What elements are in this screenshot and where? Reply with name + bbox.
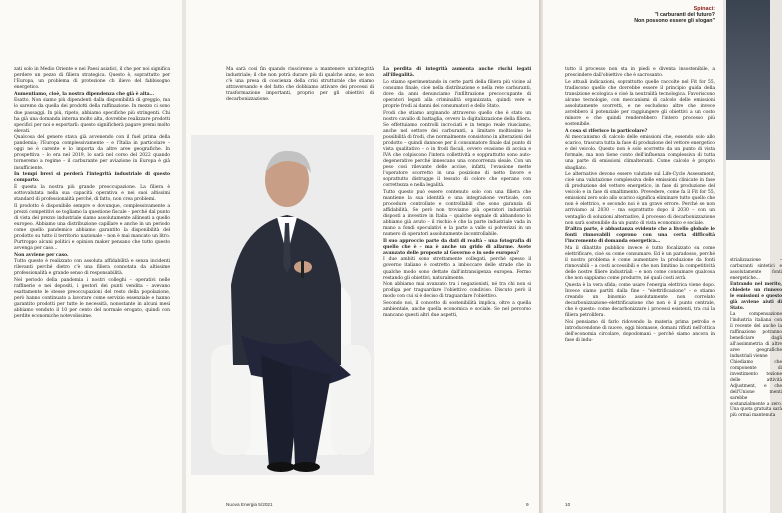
paragraph: La compensazione l'industria italiana con il recente del anche la raffinazione potranno beneficiare dagli all'assimmetria di altre aree geografiche industriali vienne — [730, 312, 782, 359]
paragraph: Le attuali indicazioni, soprattutto quelle raccolte nel Fit for 55, tradiscono quello che dovrebbe essere il principio guida della transizione ecologica e cioè la neutralità tecnologica. Favoriscono alcune tecnologie, con meccanismi di calcolo delle emissioni assolutamente scorretti, e ne escludono altre che invece avrebbero il potenziale per raggiungere gli obiettivi a un costo minore e che quindi renderebbero l'intero processo più sostenibile. — [565, 79, 715, 128]
page-9 — [186, 0, 539, 513]
question-heading: Il suo approccio parte da dati di realtà – una fotografia di quello che è – ma è anche un grido di allarme. Avete avanzato delle proposte al Governo e in sede europea? — [383, 238, 531, 256]
paragraph: Ma sarà così fin quando riusciremo a mantenere un'integrità industriale; il che non potrà durare più di qualche anno, se non c'è una presa di coscienza della crisi strutturale che stiamo attraversando e del fatto che dobbiamo attivare dei processi di trasformazione importanti, proprio per gli obiettivi di decarbonizzazione. — [226, 67, 374, 103]
page-number-9: 9 — [526, 502, 529, 507]
paragraph: Frodi che stiamo arginando attraverso quello che è stato un nostro cavallo di battaglia, ovvero la digitalizzazione della filiera. Se effettuiamo controlli incrociati e in tempo reale riusciamo, anche nel settore dei carburanti, a limitare moltissimo le possibilità di frodi, che normalmente consistono in alterazioni del prodotto – quindi dannose per il consumatore finale dal punto di vista qualitativo – o in frodi fiscali, ovvero evasione di accisa e IVA che colpiscono l'intera collettività e sopprattutto sono auto-degenerative perché innescano una concorrenza sleale. Con un peso così rilevante delle accise, infatti, l'evasione mette l'operatore scorretto in una posizione di netto favore e soprattutto distrugge il tessuto di coloro che operano con correttezza e nella legalità. — [383, 110, 531, 189]
left-page-edge — [0, 0, 182, 513]
paragraph: Questa è la vera sfida; come usare l'energia elettrica viene dopo. Invece siamo partiti dalla fine – "elettrificazione" – e stiamo creando un binomio assolutamente non correlato decarbonizzazione–elettrificazione che non è il punto centrale, che è questo: come decarbonizzare i processi esistenti, tra cui la filiera petrolifera. — [565, 282, 715, 319]
header-subtitle-2: Non possono essere gli slogan" — [634, 18, 715, 24]
question-heading: D'altra parte, è abbastanza evidente che a livello globale le fonti rinnovabili coprono con una certa difficoltà l'incremento di domanda energetica... — [565, 227, 715, 245]
paragraph: Esatto. Non siamo più dipendenti dalla disponibilità di greggio, ma lo saremo da quella dei prodotti della raffinazione. In mezzo ci sono due passaggi. In più, ripeto, abbiamo specifiche più stringenti. Chi ha già una domanda interna molto alta, dovrebbe realizzare prodotti specifici per noi e esportarli: questo significherà pagare premi molto elevati. — [14, 98, 170, 134]
paragraph: È questa la nostra più grande preoccupazione. La filiera è sottovalutata nella sua capacità operativa e nei suoi altissimi standard di professionalità perché, di fatto, non crea problemi. — [14, 184, 170, 202]
page-10 — [543, 0, 723, 513]
text-column-b — [383, 67, 531, 320]
portrait-illustration — [191, 135, 374, 475]
paragraph: Qualcosa del genere stava già avvenendo con il fuel prima della pandemia; l'Europa complessivamente – e l'Italia in particolare – oggi ne è carente e lo importa da altre aree geografiche. In prospettiva – lo era nel 2019, lo sarà nel corso del 2022 quando torneremo a regime – il carburante per aviazione in Europa è già insufficiente. — [14, 135, 170, 171]
text-column-a — [226, 67, 374, 104]
paragraph: Il prodotto è disponibile sempre e dovunque, complessivamente a prezzi competitivi se togliamo la questione fiscale – perché dal punto di vista del prezzo industriale siamo assolutamente allineati a quello europeo. Abbiamo una distribuzione capillare e anche in un periodo come quello pandemico abbiamo garantito la disponibilità del prodotto su tutto il territorio nazionale – non è mai mancato un litro. Purtroppo alcuni politici e opinion maker pensano che tutto questo avvenga per caso... — [14, 203, 170, 251]
text-column-c — [565, 67, 715, 344]
header-title: Spinaci: — [693, 6, 715, 12]
article-header — [634, 6, 715, 24]
paragraph: Tutto questo può essere contenuto solo con una filiera che mantiene la sua identità e una integrazione verticale, con procedure controllate e controllabili che sono garanzia di affidabilità. Se però non troviamo più operatori industriali disposti a investire in Italia – qualche segnale di abbandono lo abbiamo già avuto – il rischio è che la parte industriale vada in mano a fondi speculativi e la parte a valle si polverizzi in un numero di operatori assolutamente incontrollabile. — [383, 189, 531, 238]
portrait-photo — [191, 135, 374, 475]
paragraph: Secondo noi, il concetto di sostenibilità implica, oltre a quella ambientale, anche quella economica e sociale. Se nel percorso mancano questi altri due aspetti, — [383, 300, 531, 319]
paragraph: tutto il processo non sta in piedi e diventa insostenibile, a prescindere dall'obiettivo che è sacrosanto. — [565, 67, 715, 79]
question-heading: Aumentiamo, cioè, la nostra dipendenza che già è alta... — [14, 91, 155, 97]
paragraph: Tutto questo è realizzato con assoluta affidabilità e senza incidenti rilevanti perché dietro c'è una filiera connotata da altissime professionalità e grande senso di responsabilità. — [14, 259, 170, 277]
text-column-far — [730, 258, 782, 420]
paragraph: Nel periodo della pandemia i nostri colleghi – operativi nelle raffinerie e nei depositi, i gestori dei punti vendita – avevano esattamente le stesse preoccupazioni del resto della popolazione, però hanno continuato a lavorare come servizio essenziale e hanno garantito prodotti per tutte le necessità, nonostante in alcuni mesi abbiamo venduto il 10 per cento del normale erogato, quindi con perdite economiche notevolissime. — [14, 277, 170, 320]
question-heading: A cosa si riferisce in particolare? — [565, 128, 648, 134]
paragraph: strializzazione – carburanti sintetici e assolutamente fonti energetiche... — [730, 258, 782, 281]
paragraph: I due ambiti sono strettamente collegati, perché spesso il governo italiano è costretto a imboccare delle strade che in qualche modo sono dettate dall'intransigenza europea. Fermo restando gli obiettivi, naturalmente. — [383, 257, 531, 281]
paragraph: Al meccanismo di calcolo delle emissioni che, essendo solo allo scarico, trascura tutta la fase di produzione del vettore energetico e del veicolo. Questo non è solo scorretto da un punto di vista formale, ma non tiene conto dell'influenza complessiva di tutta una parte di emissioni climalteranti. Come calcolo è proprio sbagliato. — [565, 135, 715, 171]
paragraph: Ma il dibattito pubblico invece è tutto focalizzato su come elettrificare, cioè su come consumare. Ed è un paradosso, perché il nostro problema è come aumentare la produzione da fonti rinnovabili – a costi accessibili e che non limitino la competitività delle nostre filiere industriali – e non come consumare qualcosa che non sappiamo come produrre, né quali costi avrà. — [565, 245, 715, 282]
question-heading: La perdita di integrità aumenta anche rischi legati all'illegalità. — [383, 67, 531, 79]
paragraph: Chiediamo che componente di investimento tezione delle attività Adjustment, e che dell'Unione menti sarebbe sostanzialmente a zero. Una quota gratuita sarà più ormai mantenuta — [730, 360, 782, 419]
paragraph: Non abbiamo mai avanzato tra i negazionisti, né tra chi non si prodiga per traguardare l'obiettivo condiviso. Discuto però il modo con cui si è deciso di traguardare l'obiettivo. — [383, 282, 531, 300]
next-page-edge — [726, 0, 782, 513]
next-page-photo — [726, 0, 770, 160]
paragraph: Lo stiamo sperimentando in certe parti della filiera più vicine al consumo finale, cioè nella distribuzione e nella rete carburanti, dove da anni denunciamo l'infiltrazione precoccupante di operatori legati alla criminalità organizzata, quindi vere e proprie frodi ai danni dei consumatori e dello Stato. — [383, 79, 531, 109]
text-column-left-edge — [14, 67, 170, 321]
paragraph: Noi pensiamo di farlo ridovendo la materia prima petrolio e introducendone di nuove, oggi biomasse, domani rifiuti nell'ottica dell'economia circolare, dopodomani – perché siamo ancora in fase di indu- — [565, 319, 715, 343]
question-heading: Entrando nel merito, chiedete un rinnovo le emissioni e questo già avviene aiuti di Stato. — [730, 282, 782, 311]
page-number-10: 10 — [565, 502, 571, 507]
header-subtitle-1: "I carburanti del futuro? — [654, 12, 715, 18]
paragraph: Le alternative devono essere valutate sul Life-Cycle Assessment, cioè una valutazione complessiva delle emissioni clinicate in fase di produzione del vettore energetico, in fase di produzione del veicolo e in fase di smaltimento. Prevedere, come fa il Fit for 55, emissioni zero solo allo scarico significa eliminare tutto quello che non è elettrico, e secondo noi è un grave errore. Perché se non arriviamo al 2030 – ma soprattutto dopo il 2030 – con un ventaglio di soluzioni alternative, il processo di decarbonizzazione non sarà sostenibile da un punto di vista economico e sociale. — [565, 172, 715, 226]
paragraph: zati solo in Medio Oriente e nei Paesi asiatici, il che per noi significa perdere un pezzo di filiera strategica. Questo è, soprattutto per l'Europa, un problema di protezione ch ilievo del fabbisogno energetico. — [14, 67, 170, 91]
question-heading: In tempi brevi si perderà l'integrità industriale di questo comparto. — [14, 172, 170, 184]
question-heading: Non avviene per caso. — [14, 252, 69, 258]
folio-left: Nuova Energia 5/2021 — [226, 502, 273, 507]
